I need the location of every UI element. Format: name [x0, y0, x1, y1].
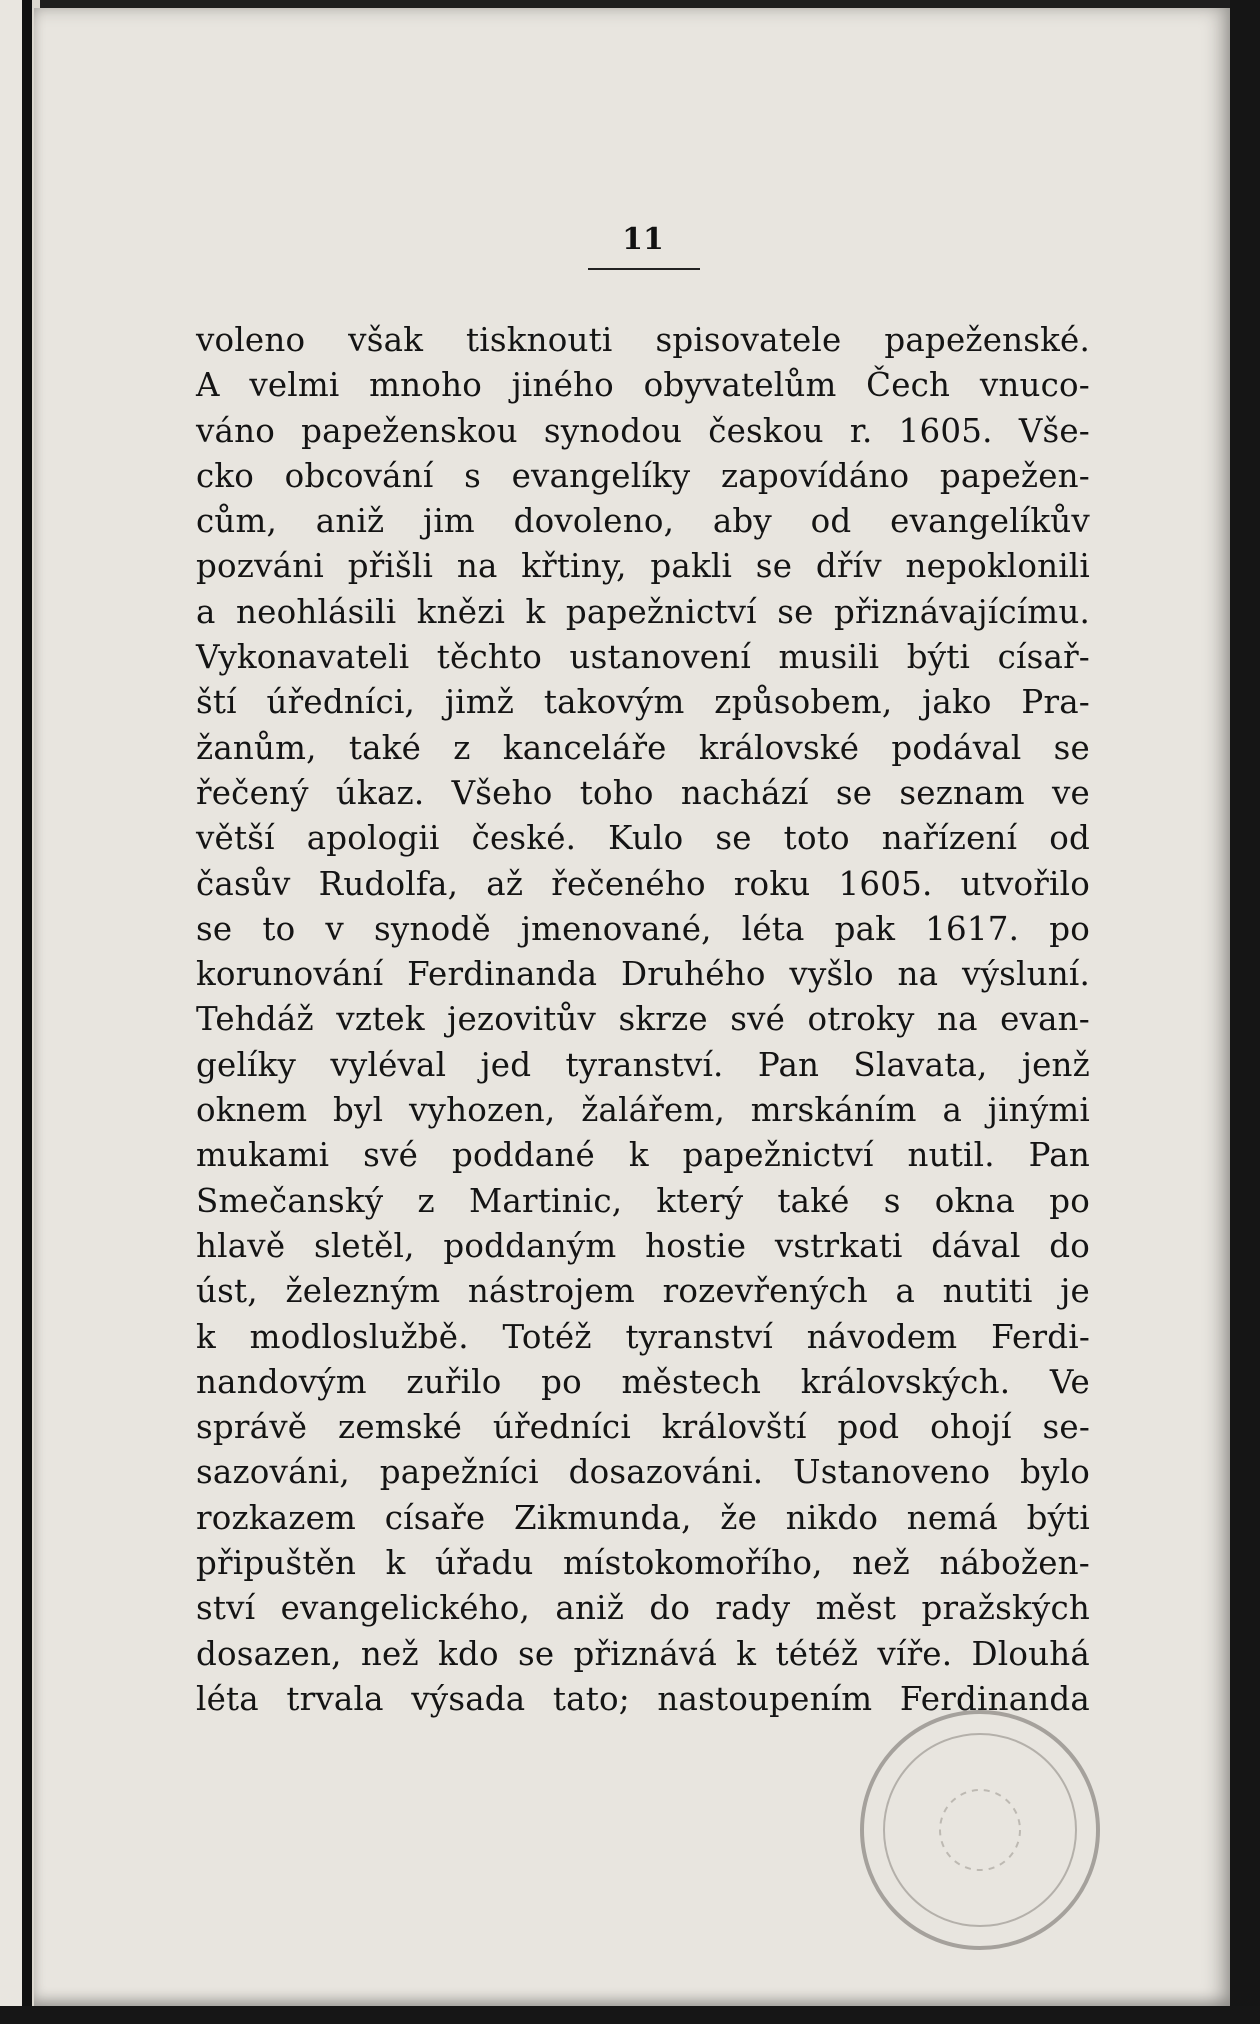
page-number: 11 [622, 222, 664, 257]
page-number-rule [588, 268, 700, 270]
text-line: se to v synodě jmenované, léta pak 1617. po [196, 909, 1090, 948]
text-line: A velmi mnoho jiného obyvatelům Čech vnuco- [196, 366, 1090, 405]
text-line: žanům, také z kanceláře královské podával se [196, 728, 1090, 767]
text-line: Vykonavateli těchto ustanovení musili býti císař- [196, 638, 1090, 677]
text-line: mukami své poddané k papežnictví nutil. Pan [196, 1136, 1090, 1175]
scan-bottom-border [0, 2006, 1260, 2024]
text-line: gelíky vyléval jed tyranství. Pan Slavata, jenž [196, 1045, 1090, 1084]
text-line: oknem byl vyhozen, žalářem, mrskáním a jinými [196, 1091, 1090, 1130]
text-line: cům, aniž jim dovoleno, aby od evangelíkův [196, 502, 1090, 541]
text-line: voleno však tisknouti spisovatele papeženské. [196, 321, 1090, 359]
text-line: korunování Ferdinanda Druhého vyšlo na výsluní. [196, 955, 1090, 994]
text-line: váno papeženskou synodou českou r. 1605. Vše- [196, 411, 1090, 450]
text-line: a neohlásili knězi k papežnictví se přiznávajícímu. [196, 592, 1090, 631]
library-stamp-icon [850, 1700, 1110, 1960]
text-line: sazováni, papežníci dosazováni. Ustanoveno bylo [196, 1453, 1090, 1492]
text-line: ství evangelického, aniž do rady měst pražských [196, 1589, 1090, 1628]
text-line: větší apologii české. Kulo se toto nařízení od [196, 819, 1090, 858]
text-line: připuštěn k úřadu místokomořího, než nábožen- [196, 1544, 1090, 1583]
scan-right-border [1230, 0, 1260, 2024]
text-line: řečený úkaz. Všeho toho nachází se seznam ve [196, 773, 1090, 812]
text-line: pozváni přišli na křtiny, pakli se dřív nepoklonili [196, 547, 1090, 586]
text-line: hlavě sletěl, poddaným hostie vstrkati dával do [196, 1226, 1090, 1265]
text-line: rozkazem císaře Zikmunda, že nikdo nemá býti [196, 1498, 1090, 1537]
text-line: nandovým zuřilo po městech královských. Ve [196, 1362, 1090, 1401]
text-line: ští úředníci, jimž takovým způsobem, jako Pra- [196, 683, 1090, 722]
body-text [196, 318, 1090, 1722]
text-line: časův Rudolfa, až řečeného roku 1605. utvořilo [196, 864, 1090, 903]
text-line: cko obcování s evangelíky zapovídáno papežen- [196, 456, 1090, 495]
text-line: správě zemské úředníci královští pod ohojí se- [196, 1408, 1090, 1447]
text-line: Tehdáž vztek jezovitův skrze své otroky na evan- [196, 1000, 1090, 1039]
text-line: Smečanský z Martinic, který také s okna po [196, 1181, 1090, 1220]
text-line: úst, železným nástrojem rozevřených a nutiti je [196, 1272, 1090, 1311]
text-line: k modloslužbě. Totéž tyranství návodem Ferdi- [196, 1317, 1090, 1356]
text-line: léta trvala výsada tato; nastoupením Ferdinanda [196, 1679, 1090, 1718]
text-line: dosazen, než kdo se přiznává k tétéž víře. Dlouhá [196, 1634, 1090, 1673]
